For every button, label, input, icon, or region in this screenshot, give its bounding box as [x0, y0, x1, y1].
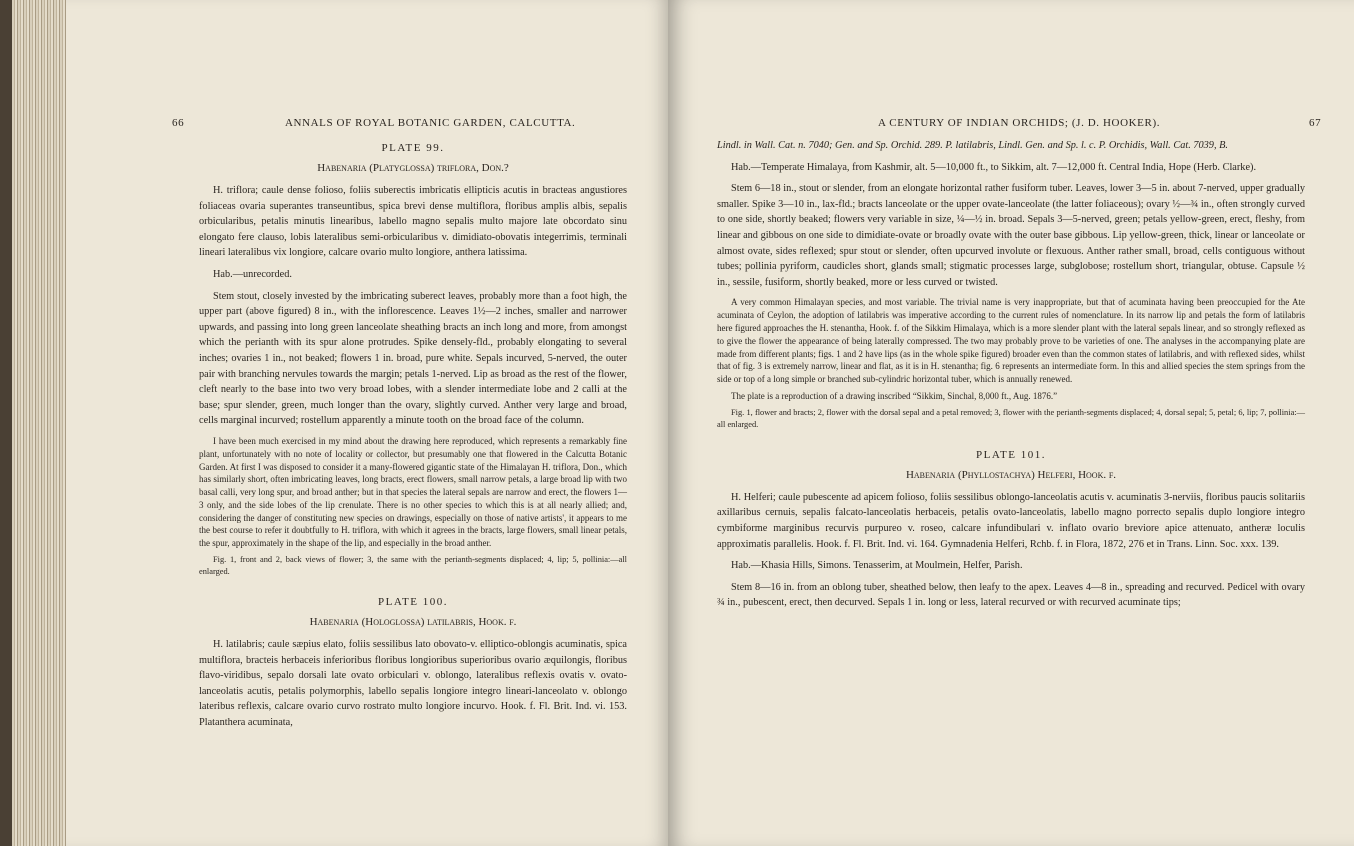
description: Stem 6—18 in., stout or slender, from an elongate horizontal rather fusiform tuber. Leaves, lower 3—5 in. about 7-nerved, upper gradually smaller. Spike 3—10 in., lax-fld.; bracts lanceolate or the upper ovate-lanceolate (the latter foliaceous); ovary ½—¾ in., often strongly curved to one side, shortly beaked; flowers very variable in size, ¼—½ in. broad. Sepals 3—5-nerved, green; petals yellow-green, erect, fleshy, from linear and gibbous on one side to dimidiate-ovate or broadly ovate with the outer base gibbous. Lip yellow-green, thick, linear or lanceolate or almost ovate, sides reflexed; spur stout or slender, often upcurved involute or flexuous. Anther rather small, broad, cells contiguous without tubes; pollinia pyriform, caudicles short, glands small; stigmatic processes large, subglobose; rostellum short, triangular, obtuse. Capsule ½ in., sessile, fusiform, shortly beaked, more or less curved or twisted.	[717, 183, 1305, 288]
latin-diagnosis: H. triflora; caule dense folioso, foliis suberectis imbricatis ellipticis acutis in bracteas angustiores foliaceas ovaria superantes transeuntibus, spica brevi dense multiflora, floribus amplis albis, sepalis orbicularibus, petalis minutis linearibus, labello magno sepalis multo majore late obcordato sinu elongato fere clauso, lobis lateralibus semi-orbicularibus v. dimidiato-obovatis integerrimis, terminali lineari lateralibus vix longiore, calcare ovario multo longiore, anthera latissima.	[199, 185, 627, 259]
plate-heading: PLATE 100.	[378, 596, 448, 609]
species-name: Habenaria (Hologlossa) latilabris, Hook. f.	[309, 616, 517, 629]
species-name: Habenaria (Phyllostachya) Helferi, Hook. f.	[905, 468, 1117, 481]
running-head: ANNALS OF ROYAL BOTANIC GARDEN, CALCUTTA.	[285, 117, 576, 129]
note: I have been much exercised in my mind about the drawing here reproduced, which represents a remarkably fine plant, unfortunately with no note of locality or collector, but presumably one that flowered in the Calcutta Botanic Garden. At first I was disposed to consider it a many-flowered gigantic state of the Himalayan H. triflora, Don., which has similarly short, often imbricating leaves, long bracts, erect flowers, small narrow petals, a large broad lip with two basal calli, very long spur, and broad anther; but in that species the lateral sepals are narrow and erect, the flowers 1—3 only, and the side lobes of the lip crenulate. There is no other species to which this is at all nearly allied; and, considering the danger of constituting new species on drawings, especially on those of native artists', it appears to me the best course to refer it doubtfully to H. triflora, with which it agrees in the bracts, large flowers, small linear petals, the spur, approximately in the shape of the lip, and especially in the broad anther.	[199, 435, 627, 549]
latin-diagnosis: H. latilabris; caule sæpius elato, foliis sessilibus lato obovato-v. elliptico-oblongis acuminatis, spica multiflora, bracteis herbaceis inferioribus floribus longioribus superioribus ovario æquilongis, floribus flavo-viridibus, sepalo dorsali late ovato orbiculari v. oblongo, lateralibus reflexis ovatis v. ovato-lanceolatis acutis, petalis polymorphis, labello sepalis longiore integro lineari-lanceolato v. oblongo lateribus reflexis, calcare ovario curvo rostrato multo longiore incurvo. Hook. f. Fl. Brit. Ind. vi. 153. Platanthera acuminata,	[199, 639, 627, 729]
figure-caption: Fig. 1, flower and bracts; 2, flower with the dorsal sepal and a petal removed; 3, flower with the perianth-segments displaced; 4, dorsal sepal; 5, petal; 6, lip; 7, pollinia:—all enlarged.	[717, 407, 1305, 429]
habitat: Hab.—unrecorded.	[213, 268, 292, 280]
right-page	[668, 0, 1354, 846]
right-column	[717, 138, 1305, 617]
habitat: Hab.—Khasia Hills, Simons. Tenasserim, at Moulmein, Helfer, Parish.	[731, 560, 1023, 572]
plate-heading: PLATE 99.	[381, 142, 445, 154]
note: A very common Himalayan species, and most variable. The trivial name is very inappropriate, but that of acuminata having been preoccupied for the Ate acuminata of Ceylon, the adoption of latilabris was imperative according to the current rules of nomenclature. In its narrow lip and petals the form of latilabris here figured approaches the H. stenantha, Hook. f. of the Sikkim Himalaya, which is a more slender plant with the lateral sepals linear, and so strongly reflexed as to give the flower the appearance of being laterally compressed. The two may probably prove to be varieties of one. The analyses in the accompanying plate are made from different plants; figs. 1 and 2 have lips (as in the whole spike figured) broader even than the common states of latilabris, and with reflexed sides, whilst that of fig. 3 is extremely narrow, linear and flat, as it is in H. stenantha; fig. 6 represents an intermediate form. In this and allied species the stem springs from the side or top of a long simple or branched sub-cylindric horizontal tuber, which is annually renewed.	[717, 297, 1305, 385]
page-stack-edge	[12, 0, 70, 846]
drawing-source: The plate is a reproduction of a drawing inscribed “Sikkim, Sinchal, 8,000 ft., Aug. 1876.”	[731, 390, 1058, 401]
left-column	[199, 112, 627, 737]
description: Stem 8—16 in. from an oblong tuber, sheathed below, then leafy to the apex. Leaves 4—8 in., spreading and recurved. Pedicel with ovary ¾ in., pubescent, erect, then decurved. Sepals 1 in. long or less, lateral recurved or with recurved acuminate tips;	[717, 581, 1305, 609]
species-name: Habenaria (Platyglossa) triflora, Don.?	[317, 162, 509, 174]
left-page	[66, 0, 668, 846]
page-number: 66	[172, 117, 185, 129]
plate-heading: PLATE 101.	[976, 448, 1046, 461]
running-head: A CENTURY OF INDIAN ORCHIDS; (J. D. HOOKER).	[878, 117, 1161, 129]
figure-caption: Fig. 1, front and 2, back views of flower; 3, the same with the perianth-segments displaced; 4, lip; 5, pollinia:—all enlarged.	[199, 555, 627, 577]
latin-diagnosis: H. Helferi; caule pubescente ad apicem folioso, foliis sessilibus oblongo-lanceolatis acutis v. acuminatis 3-nerviis, floribus paucis solitariis axillaribus cernuis, sepalis falcato-lanceolatis herbaceis, petalis ovato-lanceolatis, labello magno porrecto sepalis duplo longiore integro cymbiforme marginibus recurvis purpureo v. roseo, calcare infundibulari v. inflato ovario breviore apice attenuato, antheræ loculis approximatis parallelis. Hook. f. Fl. Brit. Ind. vi. 164. Gymnadenia Helferi, Rchb. f. in Flora, 1872, 276 et in Trans. Linn. Soc. xxx. 139.	[717, 491, 1305, 550]
page-number: 67	[1309, 117, 1322, 129]
habitat: Hab.—Temperate Himalaya, from Kashmir, alt. 5—10,000 ft., to Sikkim, alt. 7—12,000 ft. Central India, Hope (Herb. Clarke).	[731, 161, 1257, 173]
synonymy: Lindl. in Wall. Cat. n. 7040; Gen. and Sp. Orchid. 289. P. latilabris, Lindl. Gen. and Sp. l. c. P. Orchidis, Wall. Cat. 7039, B.	[717, 140, 1228, 151]
description: Stem stout, closely invested by the imbricating suberect leaves, probably more than a foot high, the upper part (above figured) 8 in., with the inflorescence. Leaves 1½—2 inches, smaller and narrower upwards, and passing into long green lanceolate sheathing bracts an inch long and more, from amongst which the perianth with its spur alone protrudes. Spike densely-fld., probably elongating to several inches; ovaries 1 in., not beaked; flowers 1 in. broad, pure white. Sepals incurved, 5-nerved, the outer pair with branching nervules towards the margin; petals 1-nerved. Lip as broad as the rest of the flower, cleft nearly to the base into two very broad lobes, with a slender intermediate lobe and 2 calli at the base; spur slender, green, much longer than the ovary, slightly curved. Anther very large and broad, cells marginal incurved; rostellum apparently a minute tooth on the broad face of the column.	[199, 290, 627, 427]
